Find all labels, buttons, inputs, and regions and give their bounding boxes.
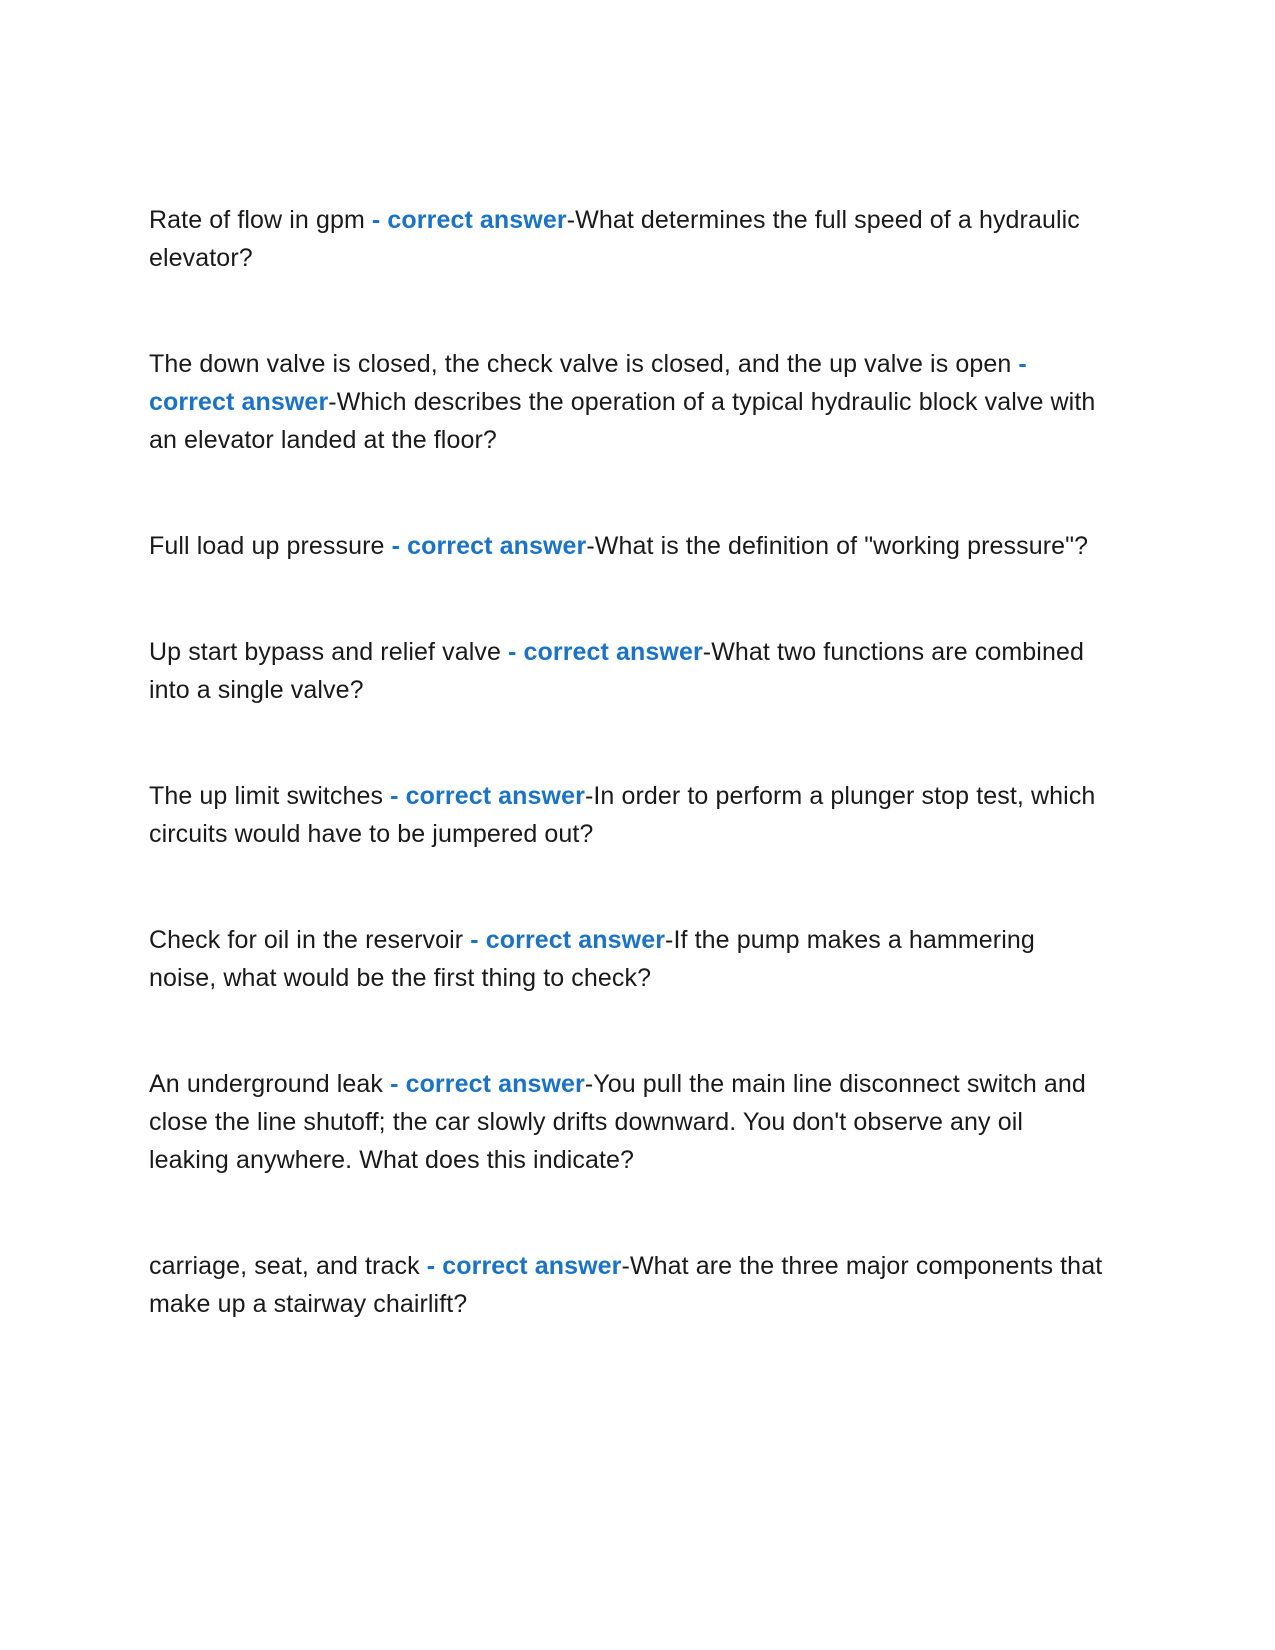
question-text: -What is the definition of "working pressure"? bbox=[586, 532, 1089, 560]
question-text: -What two functions are combined into a single valve? bbox=[149, 638, 1084, 704]
correct-answer-label: correct answer bbox=[149, 388, 329, 416]
qa-list bbox=[149, 201, 1109, 1391]
answer-term: Rate of flow in gpm bbox=[149, 206, 365, 234]
qa-entry bbox=[149, 201, 1109, 277]
answer-separator: - bbox=[383, 782, 406, 810]
answer-separator: - bbox=[1011, 350, 1027, 378]
answer-separator: - bbox=[419, 1252, 443, 1280]
correct-answer-label: correct answer bbox=[442, 1252, 622, 1280]
question-text: -If the pump makes a hammering noise, what would be the first thing to check? bbox=[149, 926, 1035, 992]
qa-entry bbox=[149, 1247, 1109, 1323]
qa-entry bbox=[149, 1065, 1109, 1179]
correct-answer-label: correct answer bbox=[407, 532, 587, 560]
answer-term: Up start bypass and relief valve bbox=[149, 638, 501, 666]
question-text: -What determines the full speed of a hydraulic elevator? bbox=[149, 206, 1080, 272]
qa-entry bbox=[149, 345, 1109, 459]
correct-answer-label: correct answer bbox=[485, 926, 666, 954]
answer-term: Check for oil in the reservoir bbox=[149, 926, 464, 954]
answer-separator: - bbox=[383, 1070, 406, 1098]
correct-answer-label: correct answer bbox=[405, 782, 585, 810]
answer-separator: - bbox=[364, 206, 388, 234]
correct-answer-label: correct answer bbox=[405, 1070, 585, 1098]
answer-term: An underground leak bbox=[149, 1070, 384, 1098]
qa-entry bbox=[149, 921, 1109, 997]
answer-term: Full load up pressure bbox=[149, 532, 385, 560]
qa-entry bbox=[149, 527, 1109, 565]
answer-separator: - bbox=[463, 926, 486, 954]
answer-term: The down valve is closed, the check valve is closed, and the up valve is open bbox=[149, 350, 1012, 378]
qa-entry bbox=[149, 633, 1109, 709]
correct-answer-label: correct answer bbox=[523, 638, 703, 666]
qa-entry bbox=[149, 777, 1109, 853]
answer-separator: - bbox=[500, 638, 524, 666]
question-text: -In order to perform a plunger stop test, which circuits would have to be jumpered out? bbox=[149, 782, 1096, 848]
question-text: -What are the three major components that make up a stairway chairlift? bbox=[149, 1252, 1103, 1318]
answer-term: The up limit switches bbox=[149, 782, 384, 810]
answer-separator: - bbox=[384, 532, 408, 560]
answer-term: carriage, seat, and track bbox=[149, 1252, 420, 1280]
question-text: -You pull the main line disconnect switch and close the line shutoff; the car slowly drifts downward. You don't observe any oil leaking anywhere. What does this indicate? bbox=[149, 1070, 1086, 1174]
correct-answer-label: correct answer bbox=[387, 206, 567, 234]
question-text: -Which describes the operation of a typical hydraulic block valve with an elevator landed at the floor? bbox=[149, 388, 1096, 454]
